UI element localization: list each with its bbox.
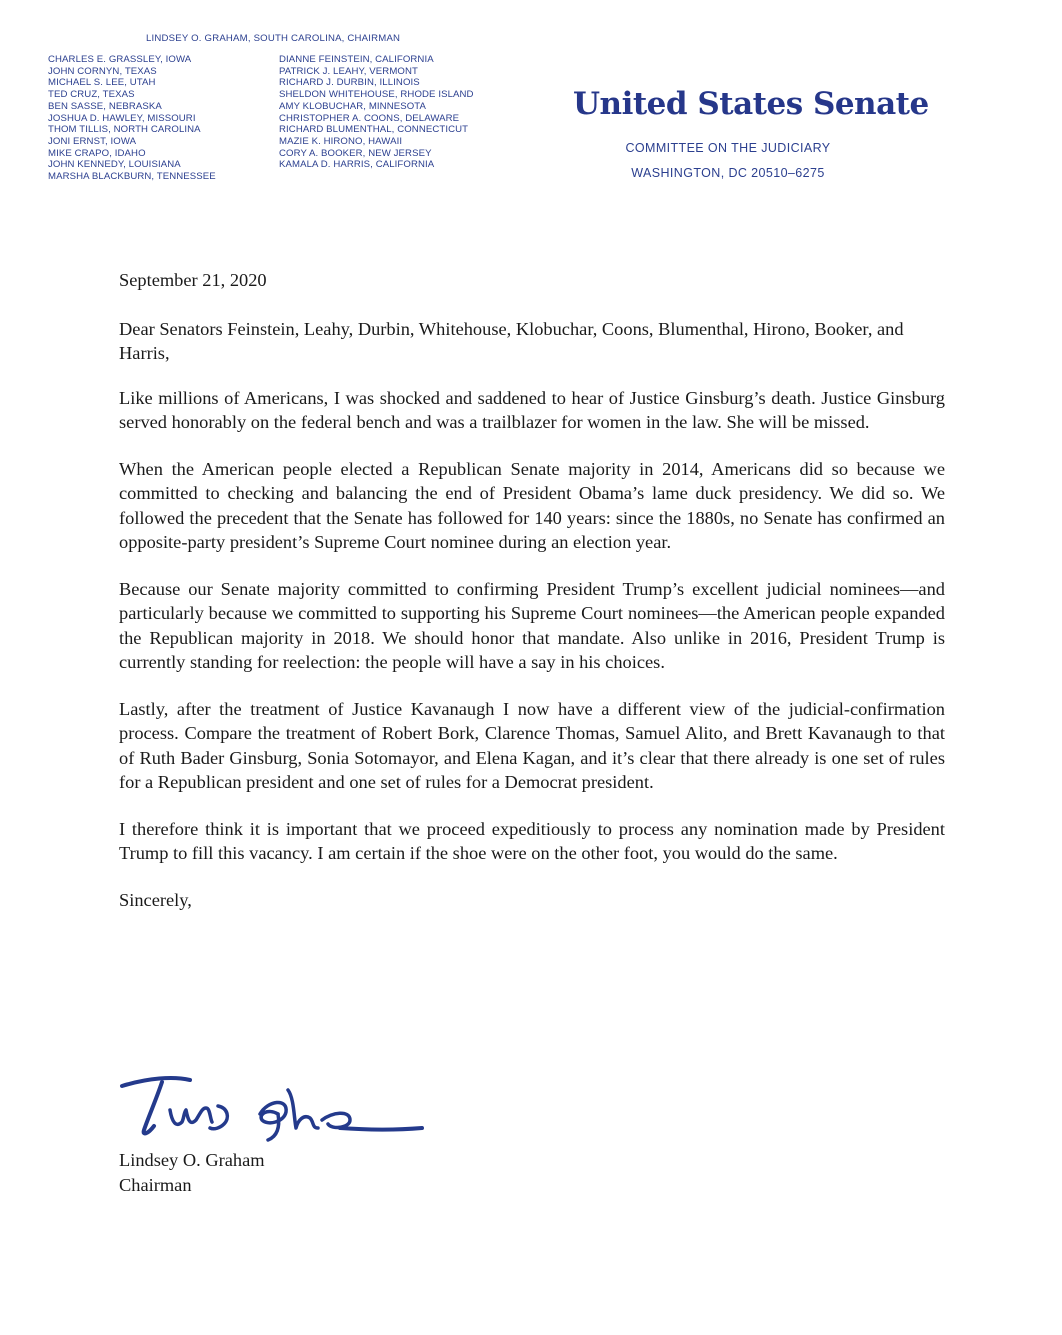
senate-title: United States Senate xyxy=(573,86,929,122)
member-name: KAMALA D. HARRIS, CALIFORNIA xyxy=(279,159,435,171)
member-name: RICHARD BLUMENTHAL, CONNECTICUT xyxy=(279,124,469,136)
handwritten-signature xyxy=(118,1070,428,1145)
committee-address: WASHINGTON, DC 20510–6275 xyxy=(631,166,825,180)
member-name: MAZIE K. HIRONO, HAWAII xyxy=(279,135,403,147)
salutation: Dear Senators Feinstein, Leahy, Durbin, Whitehouse, Klobuchar, Coons, Blumenthal, Hirono, Booker, and Harris, xyxy=(119,318,904,363)
letterhead xyxy=(0,0,1062,200)
paragraph: Because our Senate majority committed to confirming President Trump’s excellent judicial nominees—and particularly because we committed to supporting his Supreme Court nominees—the American people expanded the Republican majority in 2018. We should honor that mandate. Also unlike in 2016, President Trump is currently standing for reelection: the people will have a say in his choices. xyxy=(119,578,945,672)
member-name: JOSHUA D. HAWLEY, MISSOURI xyxy=(48,112,196,124)
member-name: BEN SASSE, NEBRASKA xyxy=(48,100,162,112)
paragraph: When the American people elected a Republican Senate majority in 2014, Americans did so because we committed to checking and balancing the end of President Obama’s lame duck presidency. We did so. We followed the precedent that the Senate has followed for 140 years: since the 1880s, no Senate has confirmed an opposite-party president’s Supreme Court nominee during an election year. xyxy=(119,458,945,552)
signer-name: Lindsey O. Graham xyxy=(119,1150,265,1170)
signer-block xyxy=(119,1148,265,1197)
paragraph: Lastly, after the treatment of Justice Kavanaugh I now have a different view of the judicial-confirmation process. Compare the treatment of Robert Bork, Clarence Thomas, Samuel Alito, and Brett Kavanaugh to that of Ruth Bader Ginsburg, Sonia Sotomayor, and Elena Kagan, and it’s clear that there already is one set of rules for a Republican president and one set of rules for a Democrat president. xyxy=(119,698,945,792)
minority-members-list xyxy=(279,54,474,171)
majority-members-list xyxy=(48,54,216,183)
member-name: DIANNE FEINSTEIN, CALIFORNIA xyxy=(279,54,434,65)
member-name: SHELDON WHITEHOUSE, RHODE ISLAND xyxy=(279,89,474,101)
paragraph: Like millions of Americans, I was shocked and saddened to hear of Justice Ginsburg’s death. Justice Ginsburg served honorably on the federal bench and was a trailblazer for women in the law. She will be missed. xyxy=(119,387,945,432)
member-name: JOHN CORNYN, TEXAS xyxy=(48,65,157,77)
member-name: MARSHA BLACKBURN, TENNESSEE xyxy=(48,171,216,183)
closing: Sincerely, xyxy=(119,889,192,910)
member-name: CORY A. BOOKER, NEW JERSEY xyxy=(279,147,432,159)
committee-chairman: LINDSEY O. GRAHAM, SOUTH CAROLINA, CHAIRMAN xyxy=(146,33,401,44)
member-name: CHRISTOPHER A. COONS, DELAWARE xyxy=(279,112,460,124)
member-name: JONI ERNST, IOWA xyxy=(48,135,137,147)
committee-name: COMMITTEE ON THE JUDICIARY xyxy=(625,141,831,155)
member-name: JOHN KENNEDY, LOUISIANA xyxy=(48,159,181,171)
letter-date: September 21, 2020 xyxy=(119,270,267,290)
member-name: CHARLES E. GRASSLEY, IOWA xyxy=(48,54,192,65)
member-name: MIKE CRAPO, IDAHO xyxy=(48,147,146,159)
member-name: AMY KLOBUCHAR, MINNESOTA xyxy=(279,100,427,112)
member-name: TED CRUZ, TEXAS xyxy=(48,89,135,101)
member-name: MICHAEL S. LEE, UTAH xyxy=(48,77,156,89)
member-name: RICHARD J. DURBIN, ILLINOIS xyxy=(279,77,420,89)
signer-title: Chairman xyxy=(119,1174,192,1195)
member-name: PATRICK J. LEAHY, VERMONT xyxy=(279,65,418,77)
letter-body xyxy=(119,268,945,912)
paragraph: I therefore think it is important that we proceed expeditiously to process any nomination made by President Trump to fill this vacancy. I am certain if the shoe were on the other foot, you would do the same. xyxy=(119,818,945,863)
member-name: THOM TILLIS, NORTH CAROLINA xyxy=(48,124,201,136)
